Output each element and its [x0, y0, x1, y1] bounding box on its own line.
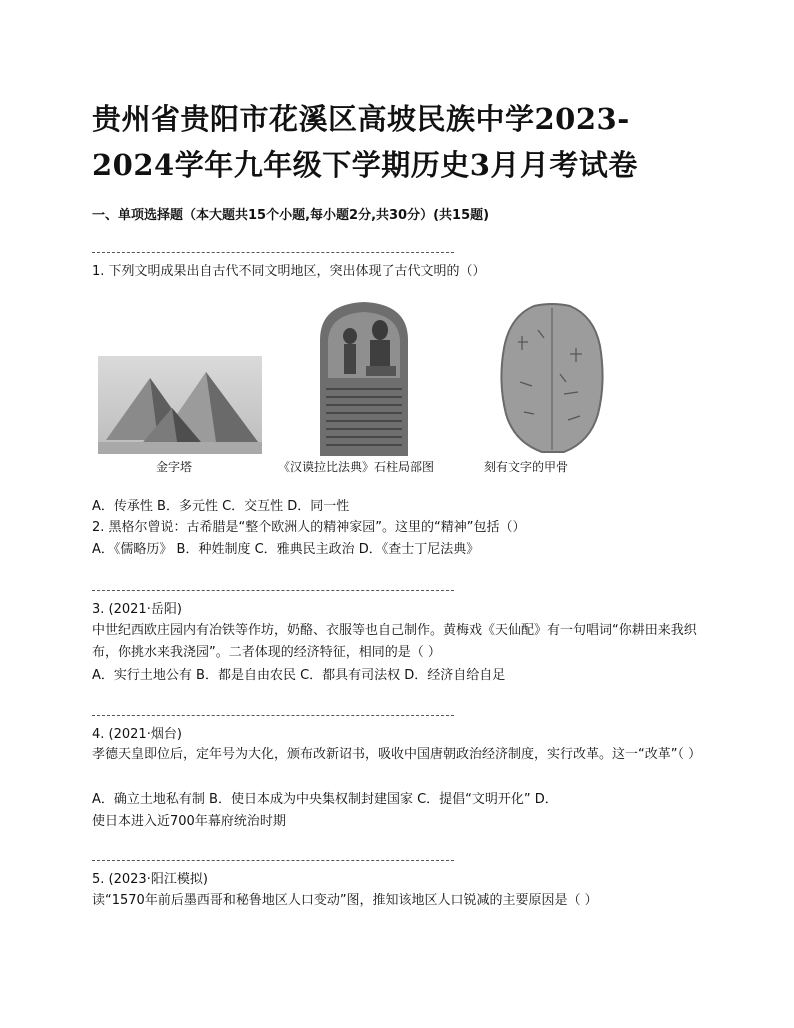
- q3-options: A．实行土地公有 B．都是自由农民 C．都具有司法权 D．经济自给自足: [92, 668, 506, 683]
- q1-stem: 1. 下列文明成果出自古代不同文明地区，突出体现了古代文明的（）: [92, 264, 486, 279]
- caption-oracle-bone: 刻有文字的甲骨: [484, 460, 569, 474]
- q4-source: 4. (2021·烟台): [92, 727, 182, 742]
- pyramids-image: [98, 356, 262, 454]
- q4-stem: 孝德天皇即位后，定年号为大化，颁布改新诏书，吸收中国唐朝政治经济制度，实行改革。这一“改革”（ ）: [92, 747, 702, 762]
- q5-stem: 读“1570年前后墨西哥和秘鲁地区人口变动”图，推知该地区人口锐减的主要原因是（ ）: [92, 893, 598, 908]
- q2-stem: 2. 黑格尔曾说：古希腊是“整个欧洲人的精神家园”。这里的“精神”包括（）: [92, 520, 526, 535]
- exam-title: 贵州省贵阳市花溪区高坡民族中学2023-2024学年九年级下学期历史3月月考试卷: [92, 102, 638, 182]
- oracle-bone-image: [494, 302, 612, 454]
- q4-options-line1: A．确立土地私有制 B．使日本成为中央集权制封建国家 C．提倡“文明开化” D．: [92, 792, 558, 807]
- divider: [92, 590, 454, 591]
- q2-options: A．《儒略历》 B．种姓制度 C．雅典民主政治 D．《查士丁尼法典》: [92, 542, 480, 557]
- q1-figure: [92, 298, 612, 482]
- q3-stem: 中世纪西欧庄园内有冶铁等作坊，奶酪、衣服等也自己制作。黄梅戏《天仙配》有一句唱词“你耕田来我织布，你挑水来我浇园”。二者体现的经济特征，相同的是（ ）: [92, 623, 697, 660]
- q1-options: A．传承性 B．多元性 C．交互性 D．同一性: [92, 499, 350, 514]
- caption-stele: 《汉谟拉比法典》石柱局部图: [278, 460, 435, 474]
- code-of-hammurabi-stele-image: [314, 300, 414, 456]
- q4-options-line2: 使日本进入近700年幕府统治时期: [92, 814, 286, 829]
- divider: [92, 715, 454, 716]
- caption-pyramids: 金字塔: [156, 460, 193, 474]
- q5-source: 5. (2023·阳江模拟): [92, 872, 208, 887]
- divider: [92, 860, 454, 861]
- q3-source: 3. (2021·岳阳): [92, 602, 182, 617]
- section-heading: 一、单项选择题（本大题共15个小题,每小题2分,共30分）(共15题): [92, 208, 490, 223]
- divider: [92, 252, 454, 253]
